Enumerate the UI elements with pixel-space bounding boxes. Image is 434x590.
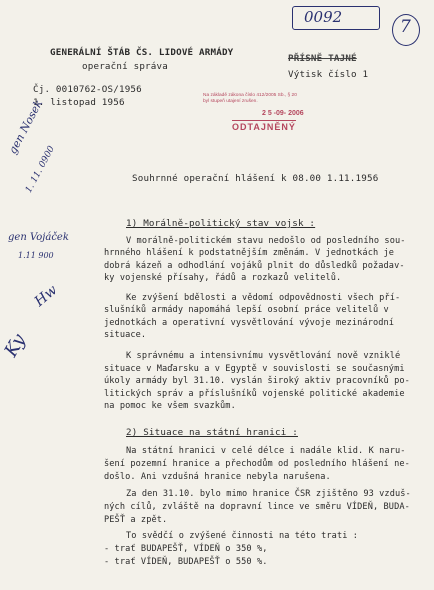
margin-note-3: Hw: [31, 282, 61, 310]
margin-note-2b: 1.11 900: [18, 251, 54, 260]
section1-para1: V morálně-politickém stavu nedošlo od posledního sou- hrnného hlášení k podstatnějším změnám. V jednotkách je dobrá kázeň a odhodlání vojáků plnit do důsledků požadav- ky vojenské přísahy, řádů a rozkazů velitelů.: [104, 236, 406, 284]
section2-para2: Za den 31.10. bylo mimo hranice ČSR zjištěno 93 vzduš- ných cílů, zvláště na dopravní lince ve směru VÍDEŇ, BUDA- PEŠŤ a zpět.: [104, 489, 411, 525]
section2-para3: To svědčí o zvýšené činnosti na této trati : - trať BUDAPEŠŤ, VÍDEŇ o 350 %, - trať VÍDEŇ, BUDAPEŠŤ o 550 %.: [104, 531, 359, 567]
margin-note-4: Ky: [0, 330, 30, 361]
margin-note-2: gen Vojáček: [8, 232, 69, 243]
section2-heading: 2) Situace na státní hranici :: [126, 427, 298, 438]
stamp-line2: byl stupeň utajení zrušen.: [203, 99, 258, 104]
ref-number: Čj. 0010762-OS/1956: [33, 84, 142, 95]
section2-para1: Na státní hranici v celé délce i nadále klid. K naru- šení pozemní hranice a přechodům od posledního hlášení ne- došlo. Ani vzdušná hranice nebyla narušena.: [104, 446, 410, 482]
stamp-date: 2 5 -09- 2006: [262, 110, 304, 117]
section1-heading: 1) Morálně-politický stav vojsk :: [126, 218, 316, 229]
section1-para2: Ke zvýšení bdělosti a vědomí odpovědnosti všech pří- slušníků armády napomáhá lepší osobní práce velitelů v jednotkách a operativní vysvětlování vývoje mezinárodní situace.: [104, 293, 401, 341]
margin-note-1: gen Nosek: [6, 97, 46, 157]
section1-para3: K správnému a intensivnímu vysvětlování nově vzniklé situace v Maďarsku a v Egyptě v souvislosti se současnými úkoly armády byl 31.10. vyslán široký aktiv pracovníků po- litických správ a příslušníků vojenské politické akademie na pomoc ke všem svazkům.: [104, 351, 410, 412]
classification: PŘÍSNĚ TAJNÉ: [288, 53, 357, 64]
org-line1: GENERÁLNÍ ŠTÁB ČS. LIDOVÉ ARMÁDY: [50, 47, 234, 58]
box-number: 0092: [304, 8, 343, 26]
document-date: 1. listopad 1956: [33, 97, 125, 108]
copy-label: Výtisk číslo 1: [288, 69, 369, 80]
circle-number: 7: [400, 17, 411, 37]
stamp-bottom: ODTAJNĚNÝ: [232, 122, 296, 132]
margin-note-1b: 1. 11. 0900: [24, 144, 58, 195]
org-line2: operační správa: [82, 61, 168, 72]
report-title: Souhrnné operační hlášení k 08.00 1.11.1956: [132, 173, 379, 184]
stamp-line1: Na základě zákona číslo 412/2005 Sb., § 20: [203, 93, 297, 98]
